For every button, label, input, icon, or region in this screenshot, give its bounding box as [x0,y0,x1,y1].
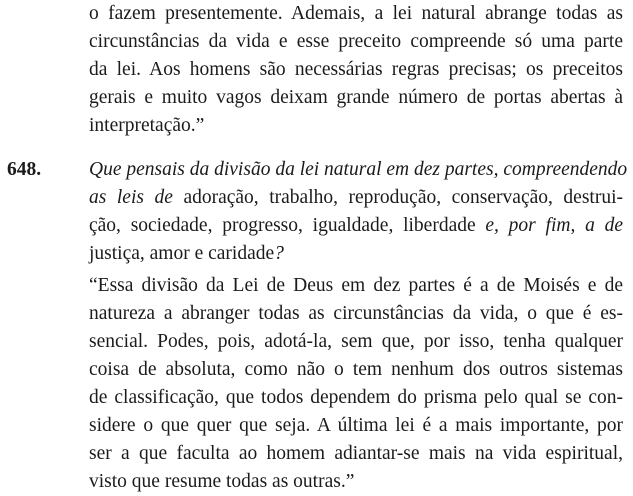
question-regular-fragment: justiça, amor e caridade [89,243,275,264]
text-line: da lei. Aos homens são necessárias regras precisas; os preceitos [89,59,623,80]
question-line: Que pensais da divisão da lei natural em dez partes, compreendendo [89,159,628,180]
text-line: “Essa divisão da Lei de Deus em dez partes é a de Moisés e de [89,275,623,296]
text-line: de classificação, que todos dependem do prisma pelo qual se con- [89,387,623,408]
question-number: 648. [7,159,42,180]
question-line [89,212,623,240]
text-line: visto que resume todas as outras.” [89,471,355,492]
text-line: coisa de absoluta, como não o tem nenhum dos outros sistemas [89,359,623,380]
question-italic-fragment: e, por fim, a de [485,215,623,236]
text-line: interpretação.” [89,115,205,136]
text-line: ser a que faculta ao homem adiantar-se mais na vida espiritual, [89,443,623,464]
text-line: circunstâncias da vida e esse preceito compreende só uma parte [89,31,623,52]
question-regular-fragment: ção, sociedade, progresso, igualdade, liberdade [89,215,486,236]
continuation-paragraph [89,0,623,140]
text-line: sencial. Podes, pois, adotá-la, sem que, por isso, tenha qualquer [89,331,623,352]
question-italic-fragment: as leis de [89,187,173,208]
text-line: sidere o que quer que seja. A última lei é a mais importante, por [89,415,623,436]
question-regular-fragment: adoração, trabalho, reprodução, conservação, destrui- [172,187,623,208]
text-line: gerais e muito vagos deixam grande número de portas abertas à [89,87,623,108]
text-line: o fazem presentemente. Ademais, a lei natural abrange todas as [89,3,623,24]
question-italic-fragment: ? [274,243,284,264]
text-line: natureza a abranger todas as circunstâncias da vida, o que é es- [89,303,623,324]
question-line [89,240,623,268]
question-paragraph [89,156,628,268]
answer-paragraph [89,272,623,496]
question-line [89,184,623,212]
